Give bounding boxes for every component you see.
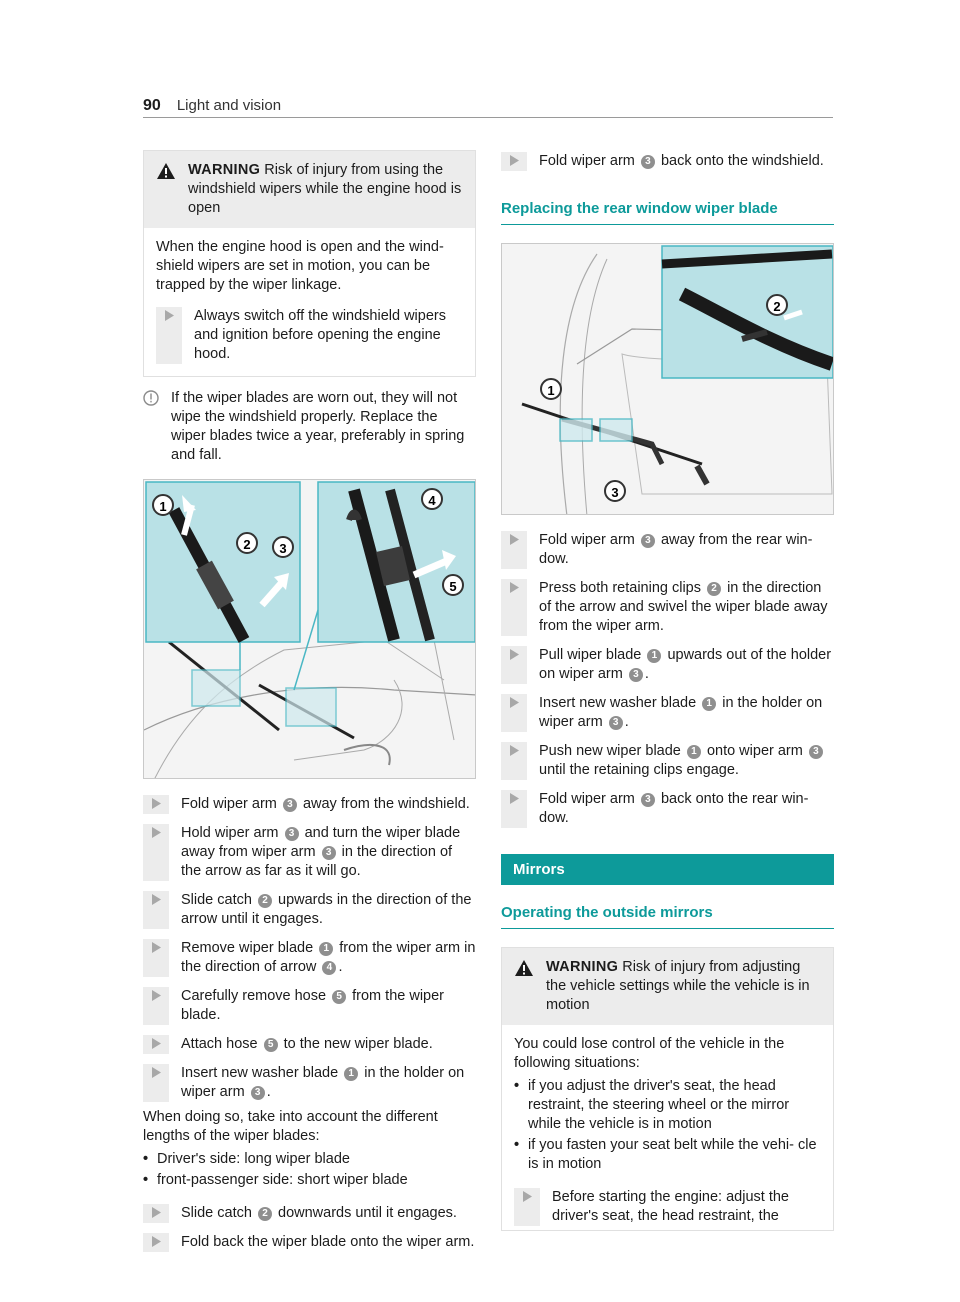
ref-num: 3 (641, 534, 655, 548)
step-insert-new-washer-blade: Insert new washer blade 1 in the holder on wiper arm 3 . (501, 694, 834, 732)
ref-num: 1 (344, 1067, 358, 1081)
ref-num: 3 (809, 745, 823, 759)
step-insert-washer-blade: Insert new washer blade 1 in the holder on wiper arm 3 . (143, 1064, 476, 1102)
outside-mirrors-heading: Operating the outside mirrors (501, 903, 834, 929)
callout-3: 3 (272, 536, 294, 558)
warning-step-text: Before starting the engine: adjust the driver's seat, the head restraint, the (552, 1189, 789, 1224)
warning-header (144, 151, 475, 228)
step-attach-hose: Attach hose 5 to the new wiper blade. (143, 1035, 476, 1054)
ref-num: 3 (641, 793, 655, 807)
step-arrow-icon (165, 310, 174, 321)
left-column (143, 150, 476, 1252)
callout-1: 1 (152, 494, 174, 516)
mirrors-section-bar: Mirrors (501, 854, 834, 885)
list-item: • Driver's side: long wiper blade (143, 1151, 350, 1167)
step-arrow-icon (152, 1038, 161, 1049)
ref-num: 2 (258, 894, 272, 908)
list-item: • front-passenger side: short wiper blade (143, 1172, 408, 1188)
warning-title: Risk of injury from adjusting the vehicle settings while the vehicle is in motion (546, 959, 810, 1013)
callout-5: 5 (442, 574, 464, 596)
info-note (143, 389, 476, 465)
ref-num: 3 (322, 846, 336, 860)
step-arrow-icon (152, 1236, 161, 1247)
list-item: • if you fasten your seat belt while the vehi- cle is in motion (514, 1137, 817, 1172)
step-arrow-icon (152, 942, 161, 953)
page-number: 90 (143, 97, 161, 114)
figure-rear-wiper-blade (501, 243, 834, 515)
step-arrow-icon (152, 990, 161, 1001)
warning-title: Risk of injury from using the windshield wipers while the engine hood is open (188, 162, 462, 216)
step-press-retaining-clips: Press both retaining clips 2 in the direction of the arrow and swivel the wiper blade away from the wiper arm. (501, 579, 834, 636)
step-arrow-icon (523, 1191, 532, 1202)
step-arrow-icon (510, 697, 519, 708)
step-slide-catch-down: Slide catch 2 downwards until it engages. (143, 1204, 476, 1223)
warning-step-text: Always switch off the windshield wipers and ignition before opening the engine hood. (194, 308, 446, 362)
info-icon (143, 390, 159, 406)
warning-box-vehicle-settings (501, 947, 834, 1231)
rear-wiper-heading: Replacing the rear window wiper blade (501, 199, 834, 225)
step-arrow-icon (510, 534, 519, 545)
step-pull-wiper-blade: Pull wiper blade 1 upwards out of the holder on wiper arm 3 . (501, 646, 834, 684)
ref-num: 3 (641, 155, 655, 169)
step-arrow-icon (152, 1067, 161, 1078)
step-fold-back-rear-arm: Fold wiper arm 3 back onto the rear win- dow. (501, 790, 834, 828)
blade-length-paragraph: When doing so, take into account the different lengths of the wiper blades: (143, 1109, 438, 1144)
front-wiper-illustration (144, 480, 476, 779)
ref-num: 3 (251, 1086, 265, 1100)
warning-label: WARNING (546, 959, 619, 975)
ref-num: 3 (285, 827, 299, 841)
warning-body-text: When the engine hood is open and the wind- shield wipers are set in motion, you can be trapped by the wiper linkage. (156, 239, 444, 293)
blade-length-list (143, 1150, 476, 1190)
step-arrow-icon (152, 1207, 161, 1218)
warning-label: WARNING (188, 162, 261, 178)
step-fold-wiper-arm: Fold wiper arm 3 away from the windshield. (143, 795, 476, 814)
step-push-new-wiper-blade: Push new wiper blade 1 onto wiper arm 3 until the retaining clips engage. (501, 742, 834, 780)
step-arrow-icon (152, 894, 161, 905)
ref-num: 1 (647, 649, 661, 663)
ref-num: 2 (707, 582, 721, 596)
ref-num: 1 (319, 942, 333, 956)
step-fold-rear-wiper-arm: Fold wiper arm 3 away from the rear win- dow. (501, 531, 834, 569)
right-column (501, 150, 834, 1231)
section-title: Light and vision (176, 97, 282, 114)
step-fold-wiper-arm-back: Fold wiper arm 3 back onto the windshield. (501, 152, 834, 171)
warning-box-engine-hood (143, 150, 476, 377)
page-header (143, 96, 833, 118)
step-hold-wiper-arm: Hold wiper arm 3 and turn the wiper blade away from wiper arm 3 in the direction of the arrow as far as it will go. (143, 824, 476, 881)
ref-num: 1 (687, 745, 701, 759)
warning-step (156, 307, 463, 364)
ref-num: 2 (258, 1207, 272, 1221)
step-arrow-icon (510, 155, 519, 166)
list-item: • if you adjust the driver's seat, the head restraint, the steering wheel or the mirror while the vehicle is in motion (514, 1078, 790, 1132)
warning-triangle-icon (514, 958, 546, 1015)
step-remove-hose: Carefully remove hose 5 from the wiper blade. (143, 987, 476, 1025)
step-arrow-icon (510, 745, 519, 756)
step-arrow-icon (510, 793, 519, 804)
step-arrow-icon (152, 798, 161, 809)
callout-4: 4 (421, 488, 443, 510)
step-arrow-icon (510, 582, 519, 593)
note-text: If the wiper blades are worn out, they will not wipe the windshield properly. Replace the wiper blades twice a year, preferably in spring and fall. (171, 390, 465, 463)
ref-num: 5 (264, 1038, 278, 1052)
step-arrow-icon (152, 827, 161, 838)
ref-num: 1 (702, 697, 716, 711)
step-arrow-icon (510, 649, 519, 660)
step-slide-catch-up: Slide catch 2 upwards in the direction of the arrow until it engages. (143, 891, 476, 929)
warning-step (514, 1188, 821, 1226)
ref-num: 4 (322, 961, 336, 975)
callout-3: 3 (604, 480, 626, 502)
step-fold-back-blade: Fold back the wiper blade onto the wiper arm. (143, 1233, 476, 1252)
ref-num: 3 (629, 668, 643, 682)
warning-body-text: You could lose control of the vehicle in the following situations: (514, 1036, 785, 1071)
callout-2: 2 (766, 294, 788, 316)
callout-1: 1 (540, 378, 562, 400)
ref-num: 3 (609, 716, 623, 730)
step-remove-wiper-blade: Remove wiper blade 1 from the wiper arm in the direction of arrow 4 . (143, 939, 476, 977)
ref-num: 3 (283, 798, 297, 812)
callout-2: 2 (236, 532, 258, 554)
ref-num: 5 (332, 990, 346, 1004)
figure-front-wiper-blade (143, 479, 476, 779)
warning-triangle-icon (156, 161, 188, 218)
